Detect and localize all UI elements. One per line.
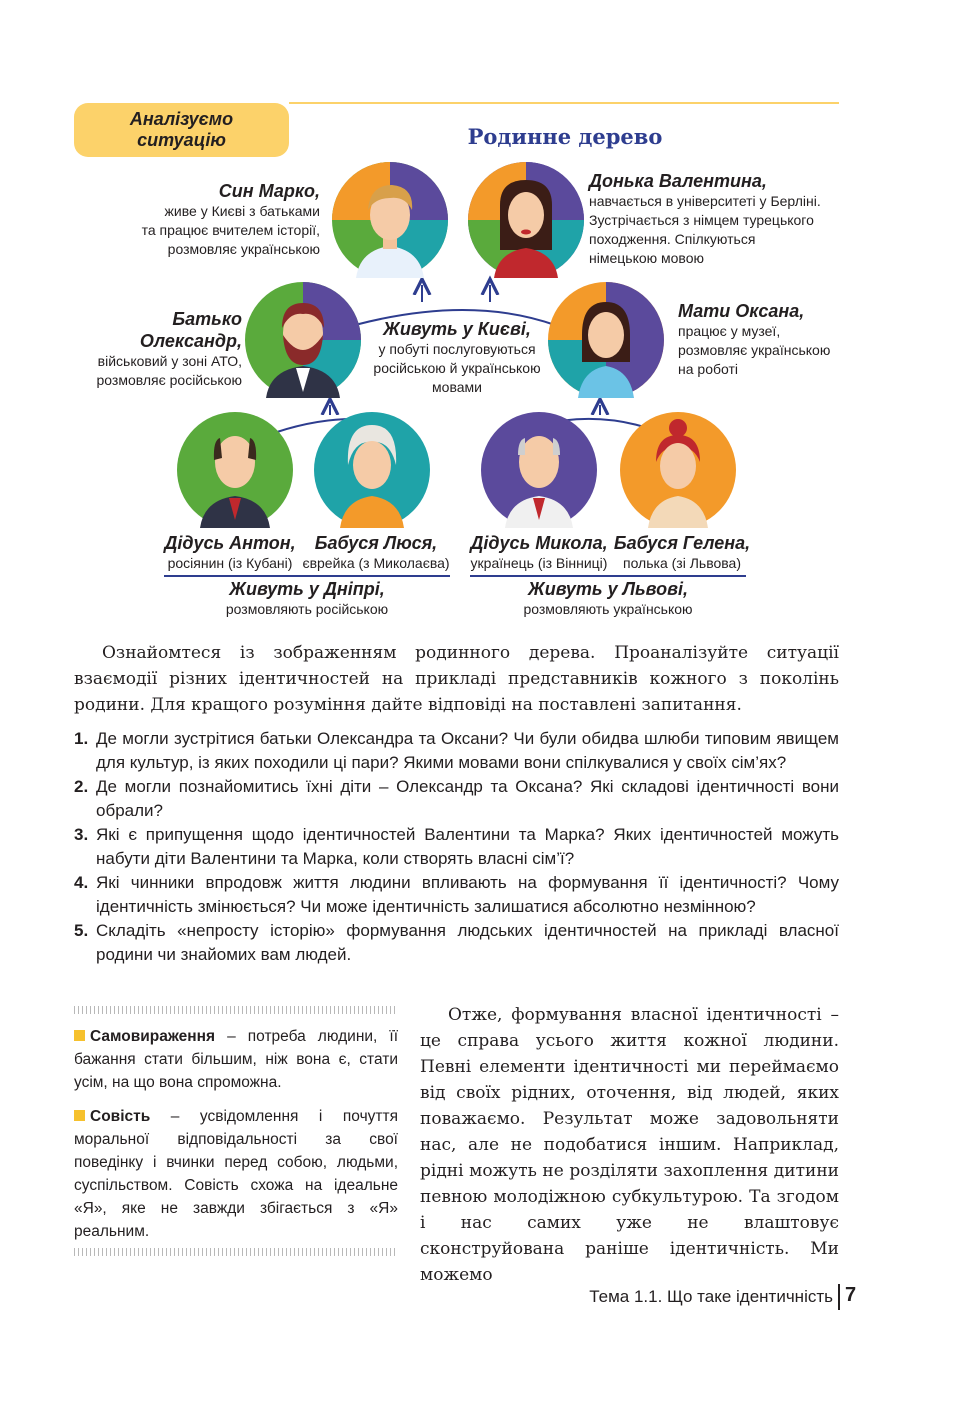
caption-grandma-lyusya-line1: єврейка (з Миколаєва) xyxy=(302,555,450,571)
question-item xyxy=(74,775,839,823)
caption-grandpa-mykola-name: Дідусь Микола, xyxy=(470,533,608,553)
portrait-mother xyxy=(548,282,664,398)
caption-lviv xyxy=(470,578,746,619)
section-tag-line2: ситуацію xyxy=(137,130,226,150)
footer-divider xyxy=(838,1284,840,1310)
intro-paragraph: Ознайомтеся із зображенням родинного дерева. Проаналізуйте ситуації взаємодії різних ідентичностей на прикладі представників кожного з поколінь родини. Для кращого розуміння дайте відповіді на поставлені запитання. xyxy=(74,643,839,715)
question-item xyxy=(74,871,839,919)
definition-text: – усвідомлення і почуття моральної відповідальності за свої поведінку і вчинки перед собою, людьми, суспільством. Совість схожа на ідеальне «Я», яке не завжди збігається з «Я» реальним. xyxy=(74,1108,398,1240)
question-number: 4. xyxy=(74,873,89,892)
caption-grandpa-anton-line1: росіянин (із Кубані) xyxy=(167,555,293,571)
caption-dnipro xyxy=(164,578,450,619)
question-list xyxy=(74,727,839,967)
question-item xyxy=(74,919,839,967)
portrait-daughter xyxy=(468,162,584,278)
caption-grandma-lyusya xyxy=(297,532,455,573)
definition-text: – потреба людини, її бажання стати більшим, ніж вона є, стати усім, на що вона спроможна. xyxy=(74,1028,398,1091)
portrait-grandpa-anton xyxy=(177,412,293,528)
caption-grandma-helena-name: Бабуся Гелена, xyxy=(613,533,751,553)
question-text: Де могли познайомитись їхні діти – Олександр та Оксана? Які складові ідентичності вони обрали? xyxy=(96,777,839,820)
caption-kyiv xyxy=(362,318,552,397)
caption-grandpa-anton-name: Дідусь Антон, xyxy=(164,533,296,553)
caption-son-line1: живе у Києві з батьками xyxy=(164,203,320,219)
question-number: 3. xyxy=(74,825,89,844)
caption-son-name: Син Марко, xyxy=(218,181,320,201)
portrait-grandpa-mykola xyxy=(481,412,597,528)
caption-kyiv-name: Живуть у Києві, xyxy=(383,319,531,339)
definition-term: Совість xyxy=(90,1108,151,1125)
question-text: Які є припущення щодо ідентичностей Валентини та Марка? Яких ідентичностей можуть набути діти Валентини та Марка, коли створять власні сім’ї? xyxy=(96,825,839,868)
portrait-father xyxy=(245,282,361,398)
caption-dnipro-line1: розмовляють російською xyxy=(225,601,389,617)
caption-lviv-name: Живуть у Львові, xyxy=(528,579,688,599)
caption-mother xyxy=(678,300,843,379)
page-number: 7 xyxy=(845,1284,857,1306)
caption-mother-line3: на роботі xyxy=(678,361,738,377)
question-item xyxy=(74,823,839,871)
definition-term: Самовираження xyxy=(90,1028,216,1045)
portrait-grandma-lyusya xyxy=(314,412,430,528)
caption-grandpa-mykola-line1: українець (із Вінниці) xyxy=(470,555,608,571)
caption-kyiv-line2: російською й українською xyxy=(373,360,541,376)
caption-grandma-helena xyxy=(612,532,752,573)
question-item xyxy=(74,727,839,775)
question-number: 1. xyxy=(74,729,89,748)
section-tag-line1: Аналізуємо xyxy=(129,109,234,129)
portrait-grandma-helena xyxy=(620,412,736,528)
question-text: Де могли зустрітися батьки Олександра та Оксани? Чи були обидва шлюби типовим явищем для культур, із яких походили ці пари? Якими мовами вони спілкувалися у своїх сім’ях? xyxy=(96,729,839,772)
definition-conscience xyxy=(74,1105,398,1243)
caption-mother-name: Мати Оксана, xyxy=(678,301,805,321)
question-number: 2. xyxy=(74,777,89,796)
caption-daughter xyxy=(589,170,839,268)
caption-father-name: Батько Олександр, xyxy=(139,309,242,351)
footer-topic: Тема 1.1. Що таке ідентичність xyxy=(589,1287,833,1306)
caption-father-line1: військовий у зоні АТО, xyxy=(97,353,242,369)
caption-daughter-line4: німецькою мовою xyxy=(589,250,705,266)
body-paragraph: Отже, формування власної ідентичності – це справа усього життя кожної людини. Певні елементи ідентичності ми переймаємо від своїх рідних, оточення, від людей, яких поважаємо. Результат може задовольняти нас, але не подобатися іншим. Наприклад, рідні можуть не розділяти захоплення дитини певною молодіжною субкультурою. Та згодом і нас самих уже не влаштовує сконструйована раніше ідентичність. Ми можемо xyxy=(420,1005,839,1285)
definition-self-expression xyxy=(74,1025,398,1094)
caption-daughter-line3: походження. Спілкуються xyxy=(589,231,756,247)
caption-grandpa-anton xyxy=(160,532,300,573)
caption-father xyxy=(74,308,242,390)
caption-grandma-lyusya-name: Бабуся Люся, xyxy=(314,533,438,553)
dotted-divider-top xyxy=(74,1006,398,1014)
caption-daughter-line1: навчається в університеті у Берліні. xyxy=(589,193,821,209)
caption-father-line2: розмовляє російською xyxy=(96,372,242,388)
caption-kyiv-line3: мовами xyxy=(432,379,482,395)
caption-son xyxy=(120,180,320,259)
bullet-square-icon xyxy=(74,1030,85,1041)
caption-grandpa-mykola xyxy=(466,532,612,573)
caption-kyiv-line1: у побуті послуговуються xyxy=(378,341,536,357)
question-text: Які чинники впродовж життя людини впливають на формування її ідентичності? Чому ідентичність змінюється? Чи може ідентичність залишатися абсолютно незмінною? xyxy=(96,873,839,916)
tree-title: Родинне дерево xyxy=(467,124,663,149)
caption-daughter-name: Донька Валентина, xyxy=(589,171,767,191)
caption-lviv-line1: розмовляють українською xyxy=(523,601,693,617)
question-number: 5. xyxy=(74,921,89,940)
divider-lviv xyxy=(470,575,746,577)
caption-mother-line2: розмовляє українською xyxy=(678,342,831,358)
caption-grandma-helena-line1: полька (зі Львова) xyxy=(623,555,741,571)
caption-mother-line1: працює у музеї, xyxy=(678,323,781,339)
question-text: Складіть «непросту історію» формування людських ідентичностей на прикладі власної родини чи знайомих вам людей. xyxy=(96,921,839,964)
caption-son-line2: та працює вчителем історії, xyxy=(141,222,320,238)
portrait-son xyxy=(332,162,448,278)
caption-dnipro-name: Живуть у Дніпрі, xyxy=(229,579,385,599)
caption-son-line3: розмовляє українською xyxy=(167,241,320,257)
bullet-square-icon xyxy=(74,1110,85,1121)
divider-dnipro xyxy=(164,575,450,577)
dotted-divider-bottom xyxy=(74,1248,398,1256)
caption-daughter-line2: Зустрічається з німцем турецького xyxy=(589,212,814,228)
